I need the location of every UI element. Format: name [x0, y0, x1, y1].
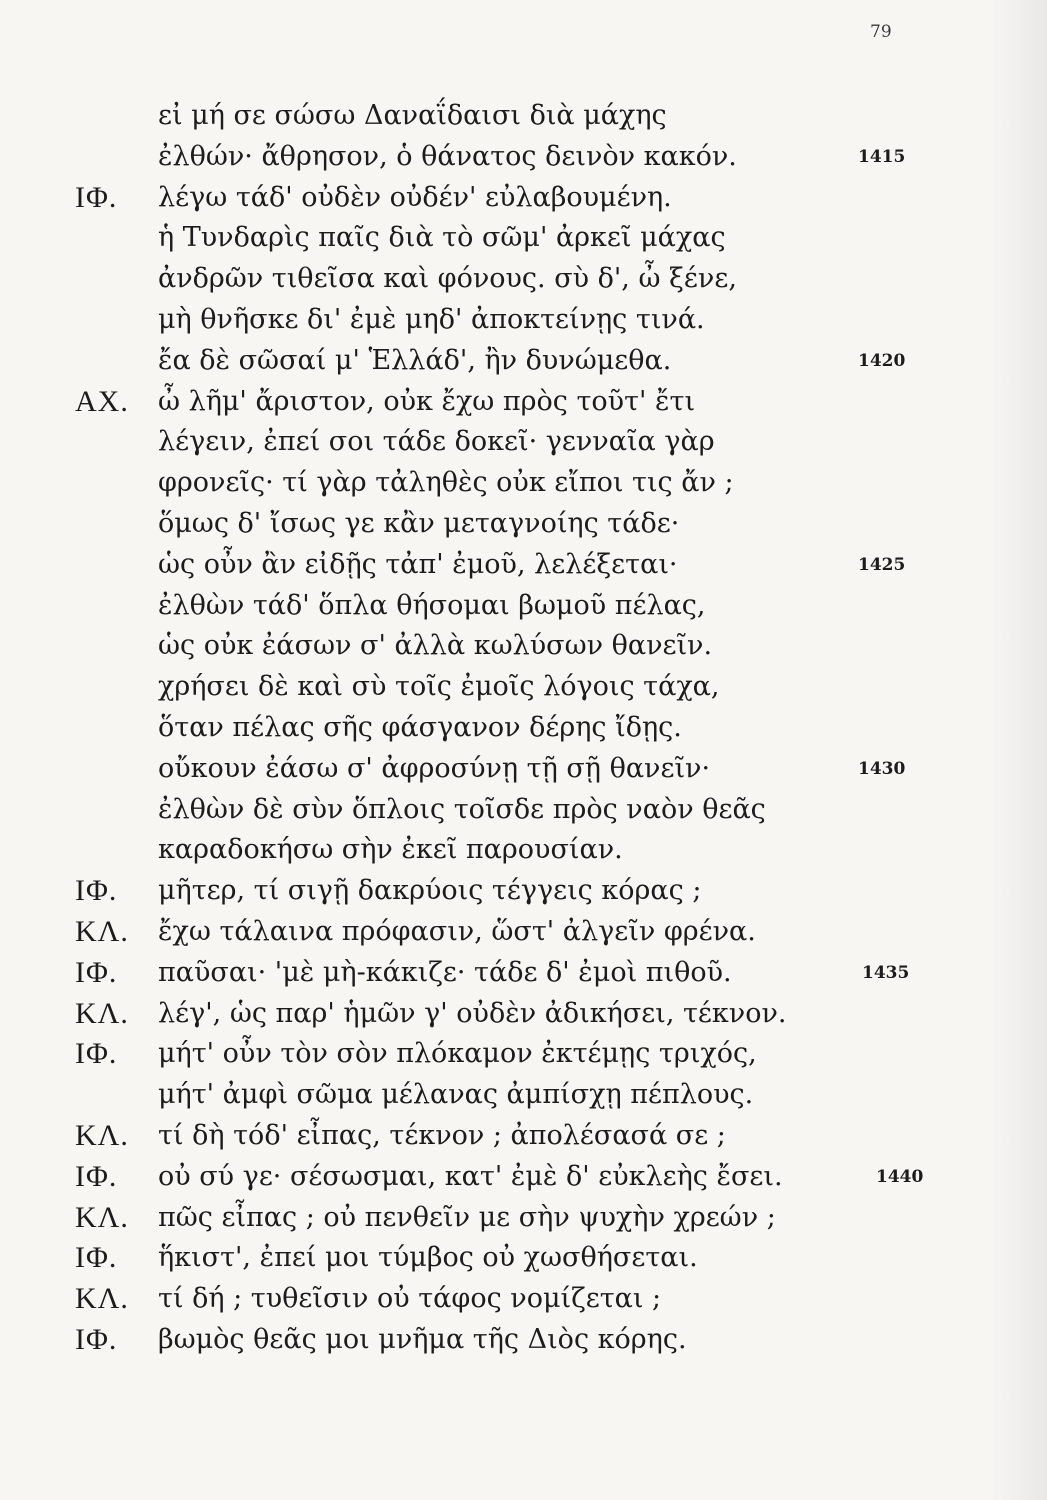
- verse-line: [0, 137, 1047, 177]
- verse-line: [0, 300, 1047, 340]
- verse-text: ἥκιστ', ἐπεί μοι τύμβος οὐ χωσθήσεται.: [158, 1242, 698, 1274]
- verse-line: [0, 545, 1047, 585]
- verse-text: οὔκουν ἐάσω σ' ἀφροσύνῃ τῇ σῇ θανεῖν·: [158, 752, 711, 784]
- verse-text: λέγω τάδ' οὐδὲν οὐδέν' εὐλαβουμένη.: [158, 181, 672, 213]
- verse-line: [0, 953, 1047, 993]
- verse-line: [0, 912, 1047, 952]
- verse-text: φρονεῖς· τί γὰρ τἀληθὲς οὐκ εἴποι τις ἄν ;: [158, 467, 734, 499]
- verse-line: [0, 1279, 1047, 1319]
- verse-line: [0, 708, 1047, 748]
- verse-text: χρήσει δὲ καὶ σὺ τοῖς ἐμοῖς λόγοις τάχα,: [158, 671, 720, 703]
- verse-text: ἐλθὼν δὲ σὺν ὅπλοις τοῖσδε πρὸς ναὸν θεᾶς: [158, 793, 766, 825]
- verse-text: οὐ σύ γε· σέσωσμαι, κατ' ἐμὲ δ' εὐκλεὴς ἔσει.: [158, 1160, 783, 1192]
- verse-line: [0, 463, 1047, 503]
- verse-line: [0, 790, 1047, 830]
- speaker-label: ΙΦ.: [75, 874, 118, 908]
- verse-text: λέγειν, ἐπεί σοι τάδε δοκεῖ· γενναῖα γὰρ: [158, 426, 715, 458]
- verse-text: καραδοκήσω σὴν ἐκεῖ παρουσίαν.: [158, 834, 623, 866]
- verse-text: ἐλθὼν τάδ' ὅπλα θήσομαι βωμοῦ πέλας,: [158, 589, 706, 621]
- speaker-label: ΙΦ.: [75, 1241, 118, 1275]
- verse-line: [0, 626, 1047, 666]
- line-number: 1440: [876, 1166, 924, 1187]
- verse-line: [0, 1116, 1047, 1156]
- verse-line: [0, 830, 1047, 870]
- verse-text: ἔχω τάλαινα πρόφασιν, ὥστ' ἀλγεῖν φρένα.: [158, 916, 756, 947]
- verse-text: μήτ' ἀμφὶ σῶμα μέλανας ἀμπίσχῃ πέπλους.: [158, 1079, 754, 1111]
- line-number: 1435: [862, 962, 910, 983]
- verse-line: [0, 871, 1047, 911]
- verse-text: ἡ Τυνδαρὶς παῖς διὰ τὸ σῶμ' ἀρκεῖ μάχας: [158, 222, 726, 254]
- verse-text: ὡς οὖν ἂν εἰδῇς τἀπ' ἐμοῦ, λελέξεται·: [158, 548, 678, 580]
- speaker-label: ΚΛ.: [75, 996, 129, 1030]
- verse-text: ὦ λῆμ' ἄριστον, οὐκ ἔχω πρὸς τοῦτ' ἔτι: [158, 385, 696, 417]
- speaker-label: ΑΧ.: [75, 384, 129, 418]
- verse-line: [0, 504, 1047, 544]
- verse-text: τί δή ; τυθεῖσιν οὐ τάφος νομίζεται ;: [158, 1283, 662, 1315]
- verse-line: [0, 382, 1047, 422]
- verse-line: [0, 341, 1047, 381]
- speaker-label: ΙΦ.: [75, 955, 118, 989]
- verse-line: [0, 1320, 1047, 1360]
- verse-text: τί δὴ τόδ' εἶπας, τέκνον ; ἀπολέσασά σε ;: [158, 1120, 726, 1151]
- verse-line: [0, 1238, 1047, 1278]
- verse-line: [0, 586, 1047, 626]
- verse-line: [0, 178, 1047, 218]
- line-number: 1425: [858, 554, 906, 575]
- line-number: 1430: [858, 758, 906, 779]
- speaker-label: ΙΦ.: [75, 1037, 118, 1071]
- speaker-label: ΙΦ.: [75, 180, 118, 214]
- line-number: 1420: [858, 350, 906, 371]
- verse-text: εἰ μή σε σώσω Δαναΐδαισι διὰ μάχης: [158, 100, 667, 131]
- verse-text: βωμὸς θεᾶς μοι μνῆμα τῆς Διὸς κόρης.: [158, 1324, 687, 1355]
- verse-line: [0, 994, 1047, 1034]
- verse-line: [0, 259, 1047, 299]
- verse-text: ὅταν πέλας σῆς φάσγανον δέρης ἴδῃς.: [158, 712, 682, 743]
- speaker-label: ΚΛ.: [75, 1282, 129, 1316]
- verse-text: ὡς οὐκ ἐάσων σ' ἀλλὰ κωλύσων θανεῖν.: [158, 630, 713, 662]
- verse-text: ἀνδρῶν τιθεῖσα καὶ φόνους. σὺ δ', ὦ ξένε,: [158, 263, 737, 295]
- verse-line: [0, 1075, 1047, 1115]
- verse-line: [0, 96, 1047, 136]
- verse-text: ἐλθών· ἄθρησον, ὁ θάνατος δεινὸν κακόν.: [158, 140, 737, 172]
- verse-line: [0, 218, 1047, 258]
- page-number: 79: [870, 22, 892, 42]
- verse-text: μήτ' οὖν τὸν σὸν πλόκαμον ἐκτέμῃς τριχός,: [158, 1038, 757, 1070]
- speaker-label: ΙΦ.: [75, 1159, 118, 1193]
- verse-line: [0, 667, 1047, 707]
- speaker-label: ΚΛ.: [75, 1200, 129, 1234]
- speaker-label: ΚΛ.: [75, 1119, 129, 1152]
- verse-text: ὅμως δ' ἴσως γε κἂν μεταγνοίης τάδε·: [158, 508, 680, 539]
- verse-line: [0, 749, 1047, 789]
- verse-text: λέγ', ὡς παρ' ἡμῶν γ' οὐδὲν ἀδικήσει, τέκνον.: [158, 997, 787, 1029]
- verse-line: [0, 1198, 1047, 1238]
- speaker-label: ΚΛ.: [75, 915, 129, 948]
- verse-line: [0, 422, 1047, 462]
- verse-line: [0, 1034, 1047, 1074]
- verse-text: πῶς εἶπας ; οὐ πενθεῖν με σὴν ψυχὴν χρεών ;: [158, 1201, 776, 1233]
- verse-line: [0, 1157, 1047, 1197]
- line-number: 1415: [858, 146, 906, 167]
- verse-text: μῆτερ, τί σιγῇ δακρύοις τέγγεις κόρας ;: [158, 875, 702, 907]
- verse-text: παῦσαι· 'μὲ μὴ-κάκιζε· τάδε δ' ἐμοὶ πιθοῦ.: [158, 956, 732, 988]
- speaker-label: ΙΦ.: [75, 1323, 118, 1356]
- verse-text: ἔα δὲ σῶσαί μ' Ἑλλάδ', ἢν δυνώμεθα.: [158, 344, 672, 376]
- verse-text: μὴ θνῆσκε δι' ἐμὲ μηδ' ἀποκτείνῃς τινά.: [158, 304, 705, 335]
